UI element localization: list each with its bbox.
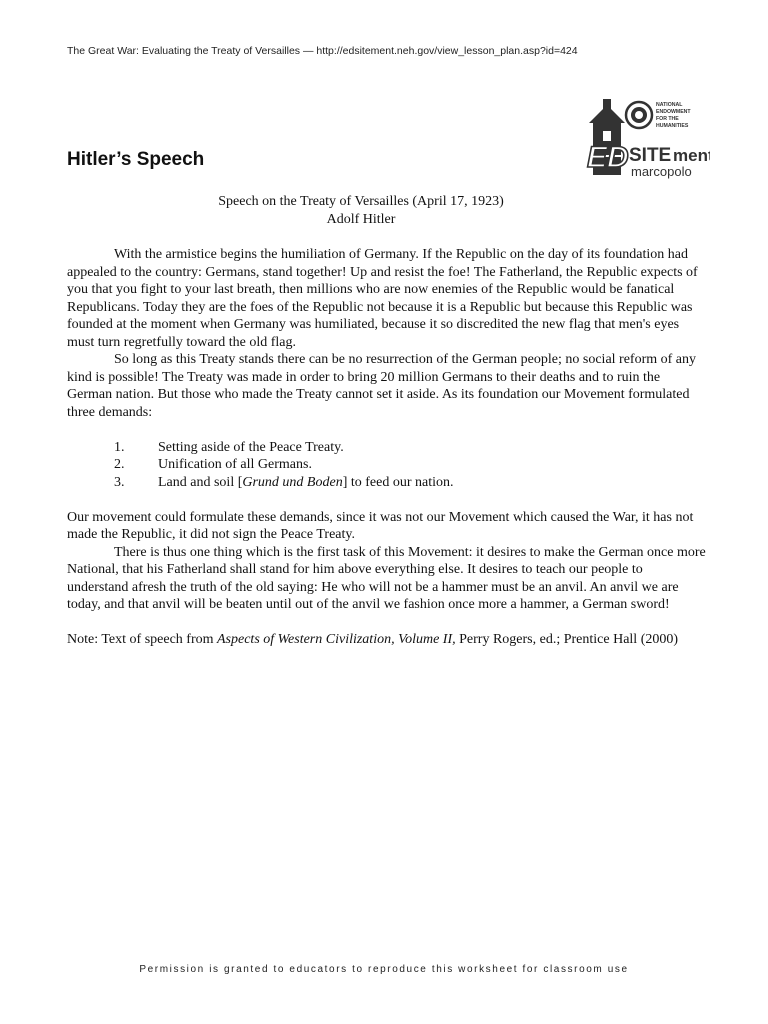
list-item-text: Unification of all Germans.: [158, 457, 312, 472]
list-item: [67, 474, 707, 492]
speech-body: [67, 246, 707, 649]
logo-site: SITE: [629, 145, 672, 166]
paragraph-3: Our movement could formulate these demands, since it was not our Movement which caused the War, it has not made the Republic, it did not sign the Peace Treaty.: [67, 509, 694, 542]
german-term: Grund und Boden: [242, 474, 343, 490]
paragraph-2: So long as this Treaty stands there can be no resurrection of the German people; no social reform of any kind is possible! The Treaty was made in order to bring 20 million Germans to their deaths and to ruin the German nation. But those who made the Treaty cannot set it aside. As its foundation our Movement formulated three demands:: [67, 352, 697, 420]
lesson-source-header: The Great War: Evaluating the Treaty of Versailles — http://edsitement.neh.gov/view_lesson_plan.asp?id=424: [67, 45, 578, 57]
list-item-number: 1.: [114, 439, 125, 455]
neh-line-4: HUMANITIES: [656, 123, 689, 129]
list-item-number: 2.: [114, 457, 125, 472]
list-item-text-pre: Land and soil [: [158, 474, 243, 490]
page-title: Hitler’s Speech: [67, 149, 205, 170]
note-suffix: Perry Rogers, ed.; Prentice Hall (2000): [455, 632, 679, 647]
edsitement-logo: [585, 97, 710, 181]
paragraph-4: There is thus one thing which is the first task of this Movement: it desires to make the German once more National, that his Fatherland shall stand for him above everything else. It desires to teach our people to understand afresh the truth of the old saying: He who will not be a hammer must be an anvil. An anvil we are today, and that anvil will be beaten until out of the anvil we fashion once more a hammer, a German sword!: [67, 544, 706, 612]
speech-heading: [67, 193, 655, 228]
list-item-text: Setting aside of the Peace Treaty.: [158, 439, 344, 455]
logo-window: [603, 131, 611, 141]
permission-footer: Permission is granted to educators to reproduce this worksheet for classroom use: [139, 964, 629, 975]
speech-title: Speech on the Treaty of Versailles (April 17, 1923): [218, 194, 504, 209]
list-item-number: 3.: [114, 474, 125, 490]
list-item: [67, 439, 707, 457]
list-item: [67, 456, 707, 474]
neh-line-1: NATIONAL: [656, 102, 683, 108]
neh-line-2: ENDOWMENT: [656, 109, 691, 115]
demands-list: [67, 439, 707, 492]
note-book-title: Aspects of Western Civilization, Volume II,: [217, 632, 456, 647]
schoolhouse-logo-icon: [585, 97, 710, 181]
logo-roof: [589, 105, 625, 123]
neh-line-3: FOR THE: [656, 116, 679, 122]
paragraph-1: With the armistice begins the humiliation of Germany. If the Republic on the day of its foundation had appealed to the country: Germans, stand together! Up and resist the foe! The Fatherland, the Republic expects of you that you fight to your last breath, then millions who are now enemies of the Republic would be fanatical Republicans. Today they are the foes of the Republic not because it is a Republic but because this Republic was founded at the moment when Germany was humiliated, because it so discredited the new flag that men's eyes must turn regretfully toward the old flag.: [67, 247, 698, 350]
list-item-text: [158, 474, 707, 492]
source-note: [67, 631, 707, 649]
logo-marcopolo: marcopolo: [631, 164, 692, 179]
neh-seal-inner: [635, 111, 643, 119]
list-item-text-post: ] to feed our nation.: [342, 474, 454, 490]
note-prefix: Note: Text of speech from: [67, 632, 217, 647]
speech-author: Adolf Hitler: [326, 211, 396, 227]
logo-ed: ED: [587, 141, 629, 174]
logo-ment: ment: [673, 146, 710, 165]
